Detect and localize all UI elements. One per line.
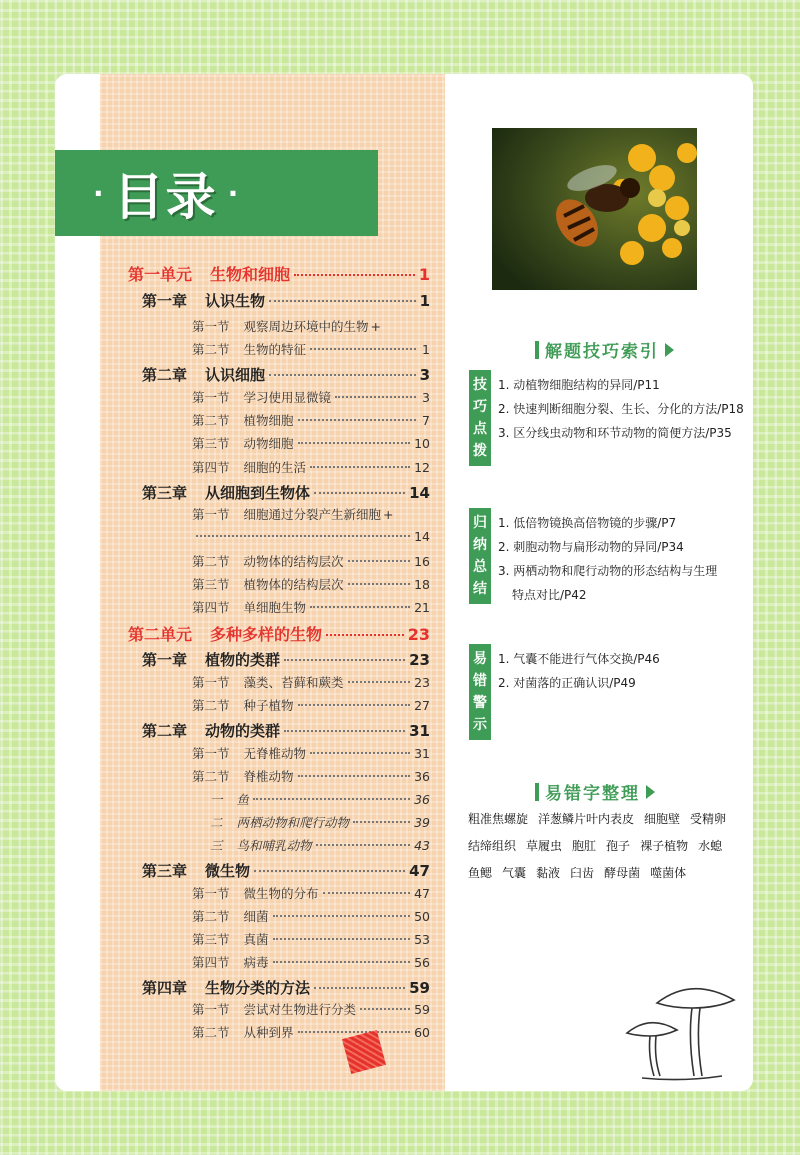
tip-badge: 易 错 警 示 [469, 644, 491, 740]
tip-item[interactable]: 3. 区分线虫动物和环节动物的简便方法/P35 [498, 426, 732, 440]
tip-item[interactable]: 3. 两栖动物和爬行动物的形态结构与生理 [498, 564, 718, 578]
toc-row-sec[interactable] [192, 1000, 430, 1018]
toc-row-chap[interactable] [142, 364, 430, 385]
toc-leader-dots [269, 374, 416, 376]
toc-page-number: 31 [414, 746, 430, 761]
tip-item[interactable]: 1. 动植物细胞结构的异同/P11 [498, 378, 660, 392]
toc-title: 两栖动物和爬行动物 [236, 815, 350, 830]
toc-page-number: 36 [414, 769, 430, 784]
toc-row-sec[interactable] [192, 696, 430, 714]
toc-title: 生物的特征 [243, 342, 307, 357]
toc-row-sec[interactable] [192, 411, 430, 429]
toc-title: 观察周边环境中的生物 [243, 319, 369, 334]
toc-row-sub[interactable] [210, 790, 430, 808]
index-heading [535, 337, 674, 362]
word-item: 受精卵 [690, 812, 727, 826]
toc-title: 认识生物 [205, 292, 266, 310]
tip-item[interactable]: 2. 对菌落的正确认识/P49 [498, 676, 636, 690]
toc-label: 第二节 [192, 698, 230, 713]
toc-row-sec[interactable] [192, 598, 430, 616]
toc-title: 动物细胞 [243, 436, 294, 451]
toc-page-number: 50 [414, 909, 430, 924]
toc-title: 细菌 [243, 909, 269, 924]
toc-leader-dots [323, 892, 411, 894]
toc-label: 第一节 [192, 675, 230, 690]
toc-row-sec[interactable] [192, 907, 430, 925]
toc-title: 动物体的结构层次 [243, 554, 344, 569]
toc-plus-icon: + [370, 319, 382, 334]
toc-label: 第一节 [192, 319, 230, 334]
toc-row-unit[interactable] [128, 622, 430, 645]
word-item: 粗准焦螺旋 [468, 812, 529, 826]
toc-title: 植物体的结构层次 [243, 577, 344, 592]
toc-leader-dots [314, 492, 405, 494]
toc-label: 二 [210, 815, 223, 830]
toc-title: 藻类、苔藓和蕨类 [243, 675, 344, 690]
tip-item[interactable]: 1. 气囊不能进行气体交换/P46 [498, 652, 660, 666]
toc-row-sec[interactable] [192, 340, 430, 358]
word-item: 结缔组织 [468, 839, 517, 853]
toc-label: 第二节 [192, 554, 230, 569]
toc-title: 动物的类群 [205, 722, 281, 740]
toc-label: 第二章 [142, 722, 188, 740]
toc-row-sub[interactable] [210, 813, 430, 831]
mushroom-drawing [622, 978, 740, 1088]
toc-page-number: 3 [422, 390, 430, 405]
toc-row-chap[interactable] [142, 720, 430, 741]
toc-row-sec[interactable] [192, 505, 430, 523]
heading-arrow-icon [665, 343, 674, 357]
word-item: 气囊 [502, 866, 527, 880]
index-heading-text: 解题技巧索引 [545, 342, 659, 362]
tip-badge: 归 纳 总 结 [469, 508, 491, 604]
word-item: 草履虫 [526, 839, 563, 853]
toc-label: 第一节 [192, 746, 230, 761]
toc-title: 从种到界 [243, 1025, 294, 1040]
toc-leader-dots [348, 681, 411, 683]
toc-title: 鸟和哺乳动物 [236, 838, 312, 853]
toc-row-cont[interactable] [192, 529, 430, 544]
word-item: 水螅 [698, 839, 723, 853]
toc-leader-dots [298, 704, 411, 706]
toc-title: 多种多样的生物 [210, 625, 323, 644]
toc-label: 第二节 [192, 342, 230, 357]
word-item: 黏液 [536, 866, 561, 880]
toc-title: 生物和细胞 [210, 265, 291, 284]
toc-page-number: 1 [419, 292, 430, 310]
toc-title: 种子植物 [243, 698, 294, 713]
toc-title: 鱼 [236, 792, 250, 807]
toc-label: 第一节 [192, 1002, 230, 1017]
toc-title: 尝试对生物进行分类 [243, 1002, 357, 1017]
tip-item[interactable]: 2. 快速判断细胞分裂、生长、分化的方法/P18 [498, 402, 744, 416]
toc-page-number: 36 [414, 792, 430, 807]
toc-page-number: 23 [407, 625, 430, 644]
toc-leader-dots [310, 752, 410, 754]
toc-leader-dots [254, 870, 405, 872]
toc-page-number: 53 [414, 932, 430, 947]
toc-page-number: 16 [414, 554, 430, 569]
toc-leader-dots [273, 938, 411, 940]
toc-leader-dots [298, 775, 411, 777]
toc-leader-dots [348, 560, 411, 562]
toc-leader-dots [253, 798, 410, 800]
toc-page-number: 21 [414, 600, 430, 615]
toc-page-number: 39 [414, 815, 430, 830]
toc-label: 第四节 [192, 460, 230, 475]
toc-label: 第二章 [142, 366, 188, 384]
toc-label: 第一章 [142, 292, 188, 310]
tip-item[interactable]: 2. 刺胞动物与扁形动物的异同/P34 [498, 540, 684, 554]
page-title: 目录 [113, 168, 218, 226]
toc-title: 单细胞生物 [243, 600, 307, 615]
toc-title: 无脊椎动物 [243, 746, 307, 761]
toc-page-number: 47 [414, 886, 430, 901]
toc-label: 第三节 [192, 436, 230, 451]
tip-item[interactable]: 特点对比/P42 [512, 588, 587, 602]
toc-leader-dots [284, 659, 405, 661]
heading-bar-icon [535, 783, 539, 801]
toc-leader-dots [284, 730, 405, 732]
toc-page-number: 3 [419, 366, 430, 384]
toc-label: 第一节 [192, 886, 230, 901]
toc-label: 第四节 [192, 955, 230, 970]
word-item: 裸子植物 [640, 839, 689, 853]
heading-arrow-icon [646, 785, 655, 799]
toc-row-sec[interactable] [192, 673, 430, 691]
toc-title: 微生物的分布 [243, 886, 319, 901]
toc-label: 第一章 [142, 651, 188, 669]
title-band [55, 150, 378, 236]
toc-row-sec[interactable] [192, 458, 430, 476]
toc-label: 第二单元 [128, 625, 193, 644]
word-item: 臼齿 [570, 866, 595, 880]
tip-badge: 技 巧 点 拨 [469, 370, 491, 466]
toc-leader-dots [273, 961, 411, 963]
word-item: 胞肛 [572, 839, 597, 853]
heading-bar-icon [535, 341, 539, 359]
toc-leader-dots [298, 442, 411, 444]
toc-page-number: 14 [414, 529, 430, 544]
toc-leader-dots [335, 396, 416, 398]
toc-leader-dots [294, 274, 415, 276]
toc-title: 从细胞到生物体 [205, 484, 311, 502]
toc-leader-dots [360, 1008, 410, 1010]
toc-row-unit[interactable] [128, 262, 430, 285]
word-item: 鱼鳃 [468, 866, 493, 880]
toc-title: 生物分类的方法 [205, 979, 311, 997]
title-dot-right: · [227, 176, 239, 210]
toc-page-number: 59 [409, 979, 430, 997]
toc-page-number: 1 [422, 342, 430, 357]
toc-page-number: 10 [414, 436, 430, 451]
toc-plus-icon: + [383, 507, 394, 522]
toc-title: 脊椎动物 [243, 769, 294, 784]
toc-row-chap[interactable] [142, 482, 430, 503]
toc-leader-dots [310, 466, 410, 468]
toc-leader-dots [196, 535, 410, 537]
toc-page-number: 7 [422, 413, 430, 428]
toc-label: 第二节 [192, 909, 230, 924]
toc-label: 第四章 [142, 979, 188, 997]
toc-label: 三 [210, 838, 223, 853]
toc-page-number: 27 [414, 698, 430, 713]
toc-row-sec[interactable] [192, 552, 430, 570]
toc-row-sec[interactable] [192, 1023, 430, 1041]
toc-label: 第三节 [192, 577, 230, 592]
toc-page-number: 60 [414, 1025, 430, 1040]
toc-row-sec[interactable] [192, 388, 430, 406]
toc-label: 第一节 [192, 507, 230, 522]
toc-leader-dots [326, 634, 404, 636]
toc-leader-dots [310, 348, 416, 350]
toc-row-sec[interactable] [192, 953, 430, 971]
word-item: 细胞壁 [644, 812, 681, 826]
toc-label: 第一节 [192, 390, 230, 405]
toc-leader-dots [316, 844, 411, 846]
title-dot-left: · [93, 176, 104, 210]
toc-title: 细胞通过分裂产生新细胞 [243, 507, 382, 522]
toc-page-number: 1 [418, 265, 430, 284]
toc-page-number: 18 [414, 577, 430, 592]
toc-label: 第二节 [192, 1025, 230, 1040]
toc-title: 学习使用显微镜 [243, 390, 332, 405]
toc-title: 真菌 [243, 932, 269, 947]
words-heading [535, 779, 655, 804]
toc-page-number: 23 [414, 675, 430, 690]
error-prone-words [468, 806, 750, 887]
toc-page-number: 23 [409, 651, 430, 669]
toc-label: 第二节 [192, 413, 230, 428]
word-item: 噬菌体 [650, 866, 687, 880]
toc-leader-dots [273, 915, 411, 917]
toc-row-chap[interactable] [142, 290, 430, 311]
toc-page-number: 12 [414, 460, 430, 475]
words-heading-text: 易错字整理 [545, 784, 640, 804]
toc-page-number: 31 [409, 722, 430, 740]
toc-row-sec[interactable] [192, 317, 430, 335]
toc-label: 第四节 [192, 600, 230, 615]
toc-row-sec[interactable] [192, 434, 430, 452]
toc-label: 一 [210, 792, 223, 807]
toc-label: 第三章 [142, 862, 188, 880]
word-item: 孢子 [606, 839, 631, 853]
toc-label: 第三章 [142, 484, 188, 502]
toc-label: 第一单元 [128, 265, 193, 284]
toc-page-number: 14 [409, 484, 430, 502]
toc-leader-dots [348, 583, 411, 585]
toc-page-number: 47 [409, 862, 430, 880]
tip-item[interactable]: 1. 低倍物镜换高倍物镜的步骤/P7 [498, 516, 677, 530]
toc-label: 第三节 [192, 932, 230, 947]
toc-row-sec[interactable] [192, 930, 430, 948]
toc-title: 微生物 [205, 862, 251, 880]
toc-title: 病毒 [243, 955, 269, 970]
toc-row-sec[interactable] [192, 575, 430, 593]
toc-leader-dots [353, 821, 410, 823]
toc-leader-dots [269, 300, 416, 302]
toc-title: 认识细胞 [205, 366, 266, 384]
bee-photo [492, 128, 697, 290]
toc-page-number: 59 [414, 1002, 430, 1017]
word-item: 酵母菌 [604, 866, 641, 880]
toc-row-sec[interactable] [192, 744, 430, 762]
toc-row-chap[interactable] [142, 977, 430, 998]
toc-row-sec[interactable] [192, 767, 430, 785]
toc-leader-dots [298, 419, 416, 421]
toc-label: 第二节 [192, 769, 230, 784]
toc-page-number: 56 [414, 955, 430, 970]
toc-leader-dots [298, 1031, 411, 1033]
toc-row-chap[interactable] [142, 860, 430, 881]
toc-title: 植物的类群 [205, 651, 281, 669]
toc-page-number: 43 [414, 838, 430, 853]
word-item: 洋葱鳞片叶内表皮 [538, 812, 635, 826]
toc-row-sec[interactable] [192, 884, 430, 902]
toc-row-sub[interactable] [210, 836, 430, 854]
toc-leader-dots [314, 987, 405, 989]
toc-leader-dots [310, 606, 410, 608]
toc-title: 植物细胞 [243, 413, 294, 428]
toc-title: 细胞的生活 [243, 460, 307, 475]
toc-row-chap[interactable] [142, 649, 430, 670]
